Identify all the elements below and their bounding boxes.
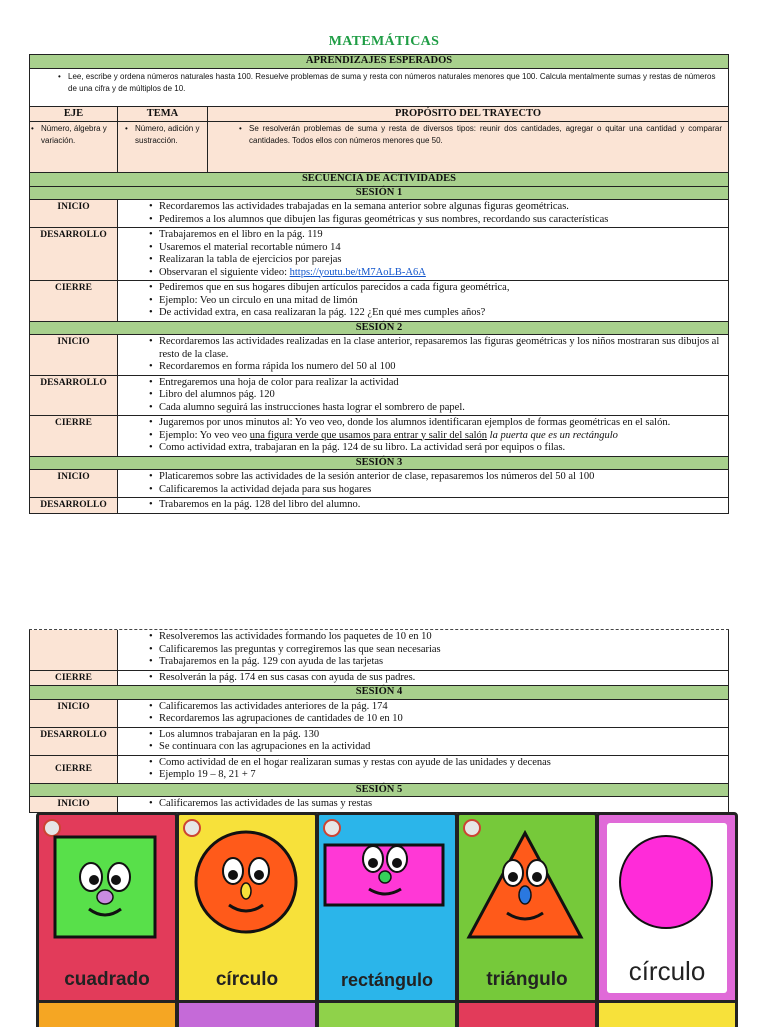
col-proposito: PROPÓSITO DEL TRAYECTO	[208, 106, 729, 122]
s2-desarrollo-label: DESARROLLO	[30, 375, 118, 416]
list-item: • Cada alumno seguirá las instrucciones hasta lograr el sombrero de papel.	[159, 402, 725, 415]
list-item: • Se continuara con las agrupaciones en la actividad	[159, 741, 725, 754]
card-circulo-pink	[596, 812, 738, 1004]
card-label: círculo	[628, 956, 706, 986]
list-item: • Usaremos el material recortable número 14	[159, 242, 725, 255]
triangle-face-icon	[465, 829, 585, 941]
example-underlined: una figura verde que usamos para entrar y salir del salón	[249, 429, 488, 441]
list-item: • Libro del alumnos pág. 120	[159, 389, 725, 402]
list-item: • Resolverán la pág. 174 en sus casas con ayuda de sus padres.	[159, 672, 725, 685]
list-item: • Los alumnos trabajaran en la pág. 130	[159, 729, 725, 742]
s2-cierre-label: CIERRE	[30, 416, 118, 457]
card-label: cuadrado	[64, 969, 150, 990]
s1-inicio-label: INICIO	[30, 200, 118, 228]
square-face-icon	[53, 835, 157, 939]
list-item	[159, 430, 725, 443]
list-item: • Trabajaremos en la pág. 129 con ayuda de las tarjetas	[159, 656, 725, 669]
col-eje: EJE	[30, 106, 118, 122]
tema-text: • Número, adición y sustracción.	[135, 123, 204, 147]
s5-inicio-label: INICIO	[30, 797, 118, 813]
s3-desarrollo-label: DESARROLLO	[30, 498, 118, 514]
s1-cierre-label: CIERRE	[30, 281, 118, 322]
card-peek	[316, 1000, 458, 1027]
card-circulo	[176, 812, 318, 1004]
card-triangulo	[456, 812, 598, 1004]
list-item: • Realizaran la tabla de ejercicios por parejas	[159, 254, 725, 267]
list-item: • Como actividad de en el hogar realizaran sumas y restas con ayude de las unidades y decenas	[159, 757, 725, 770]
s4-cierre-label: CIERRE	[30, 755, 118, 783]
list-item: • Entregaremos una hoja de color para realizar la actividad	[159, 377, 725, 390]
list-item: • Recordaremos en forma rápida los numero del 50 al 100	[159, 361, 725, 374]
secuencia-header: SECUENCIA DE ACTIVIDADES	[30, 173, 729, 187]
list-item: • Trabaremos en la pág. 128 del libro del alumno.	[159, 499, 725, 512]
sesion2-header: SESIÓN 2	[30, 321, 729, 335]
video-link[interactable]: https://youtu.be/tM7AoLB-A6A	[289, 266, 426, 278]
card-peek	[176, 1000, 318, 1027]
page1-table	[29, 54, 729, 514]
list-item: • Resolveremos las actividades formando los paquetes de 10 en 10	[159, 631, 725, 644]
list-item	[159, 267, 725, 280]
list-item: • Pediremos a los alumnos que dibujen las figuras geométricas y sus nombres, recordando sus características	[159, 214, 725, 227]
list-item: • Jugaremos por unos minutos al: Yo veo veo, donde los alumnos identificaran ejemplos de formas geométricas en el salón.	[159, 417, 725, 430]
list-item: • Calificaremos las actividades de las sumas y restas	[159, 798, 725, 811]
sesion3-header: SESIÓN 3	[30, 456, 729, 470]
page-title: MATEMÁTICAS	[328, 34, 440, 49]
aprendizajes-text: • Lee, escribe y ordena números naturales hasta 100. Resuelve problemas de suma y resta con números naturales menores que 100. Calcula mentalmente sumas y restas de números de una cifra y de múltiplos de 10.	[68, 71, 720, 95]
sesion5-header: SESIÓN 5	[30, 783, 729, 797]
card-rectangulo	[316, 812, 458, 1004]
list-item: • Ejemplo: Veo un circulo en una mitad de limón	[159, 295, 725, 308]
s4-inicio-label: INICIO	[30, 699, 118, 727]
list-item: • Calificaremos las actividades anteriores de la pág. 174	[159, 701, 725, 714]
list-item: • Ejemplo 19 – 8, 21 + 7	[159, 769, 725, 782]
list-item: • Recordaremos las agrupaciones de cantidades de 10 en 10	[159, 713, 725, 726]
list-item: • Calificaremos la actividad dejada para sus hogares	[159, 484, 725, 497]
eje-text: • Número, álgebra y variación.	[41, 123, 114, 147]
list-item: • Pediremos que en sus hogares dibujen artículos parecidos a cada figura geométrica,	[159, 282, 725, 295]
s3-inicio-label: INICIO	[30, 470, 118, 498]
card-label: rectángulo	[340, 970, 433, 990]
rectangle-face-icon	[323, 837, 447, 917]
aprendizajes-header: APRENDIZAJES ESPERADOS	[30, 55, 729, 69]
sesion1-header: SESIÓN 1	[30, 186, 729, 200]
card-peek	[596, 1000, 738, 1027]
list-item: • Calificaremos las preguntas y corregiremos las que sean necesarias	[159, 644, 725, 657]
card-cuadrado	[36, 812, 178, 1004]
card-peek	[456, 1000, 598, 1027]
card-label: triángulo	[486, 969, 568, 990]
card-peek	[36, 1000, 178, 1027]
s3-cierre-label: CIERRE	[30, 670, 118, 686]
seal-icon	[323, 819, 341, 837]
list-item: • Como actividad extra, trabajaran en la pág. 124 de su libro. La actividad será por equipos o filas.	[159, 442, 725, 455]
video-label: Observaran el siguiente video:	[159, 266, 290, 278]
s4-desarrollo-label: DESARROLLO	[30, 727, 118, 755]
proposito-text: • Se resolverán problemas de suma y resta de diversos tipos: reunir dos cantidades, agregar o quitar una cantidad y comparar cantidades. Todos ellos con números menores que 50.	[249, 123, 722, 147]
sesion4-header: SESIÓN 4	[30, 686, 729, 700]
list-item: • De actividad extra, en casa realizaran la pág. 122 ¿En qué mes cumples años?	[159, 307, 725, 320]
page2-table	[29, 630, 729, 813]
pink-circle-icon	[617, 833, 715, 931]
example-answer: la puerta que es un rectángulo	[487, 429, 618, 441]
shape-flashcards	[36, 812, 736, 1024]
continued-phase-cell	[30, 630, 118, 670]
list-item: • Trabajaremos en el libro en la pág. 119	[159, 229, 725, 242]
s1-desarrollo-label: DESARROLLO	[30, 228, 118, 281]
example-prefix: Ejemplo: Yo veo veo	[159, 429, 250, 441]
list-item: • Platicaremos sobre las actividades de la sesión anterior de clase, repasaremos los números del 50 al 100	[159, 471, 725, 484]
card-label: círculo	[215, 969, 279, 990]
s2-inicio-label: INICIO	[30, 335, 118, 376]
col-tema: TEMA	[118, 106, 208, 122]
list-item: • Recordaremos las actividades realizadas en la clase anterior, repasaremos las figuras geométricas y los niños mostraran sus dibujos al resto de la clase.	[159, 336, 725, 361]
circle-face-icon	[193, 829, 299, 935]
list-item: • Recordaremos las actividades trabajadas en la semana anterior sobre algunas figuras geométricas.	[159, 201, 725, 214]
